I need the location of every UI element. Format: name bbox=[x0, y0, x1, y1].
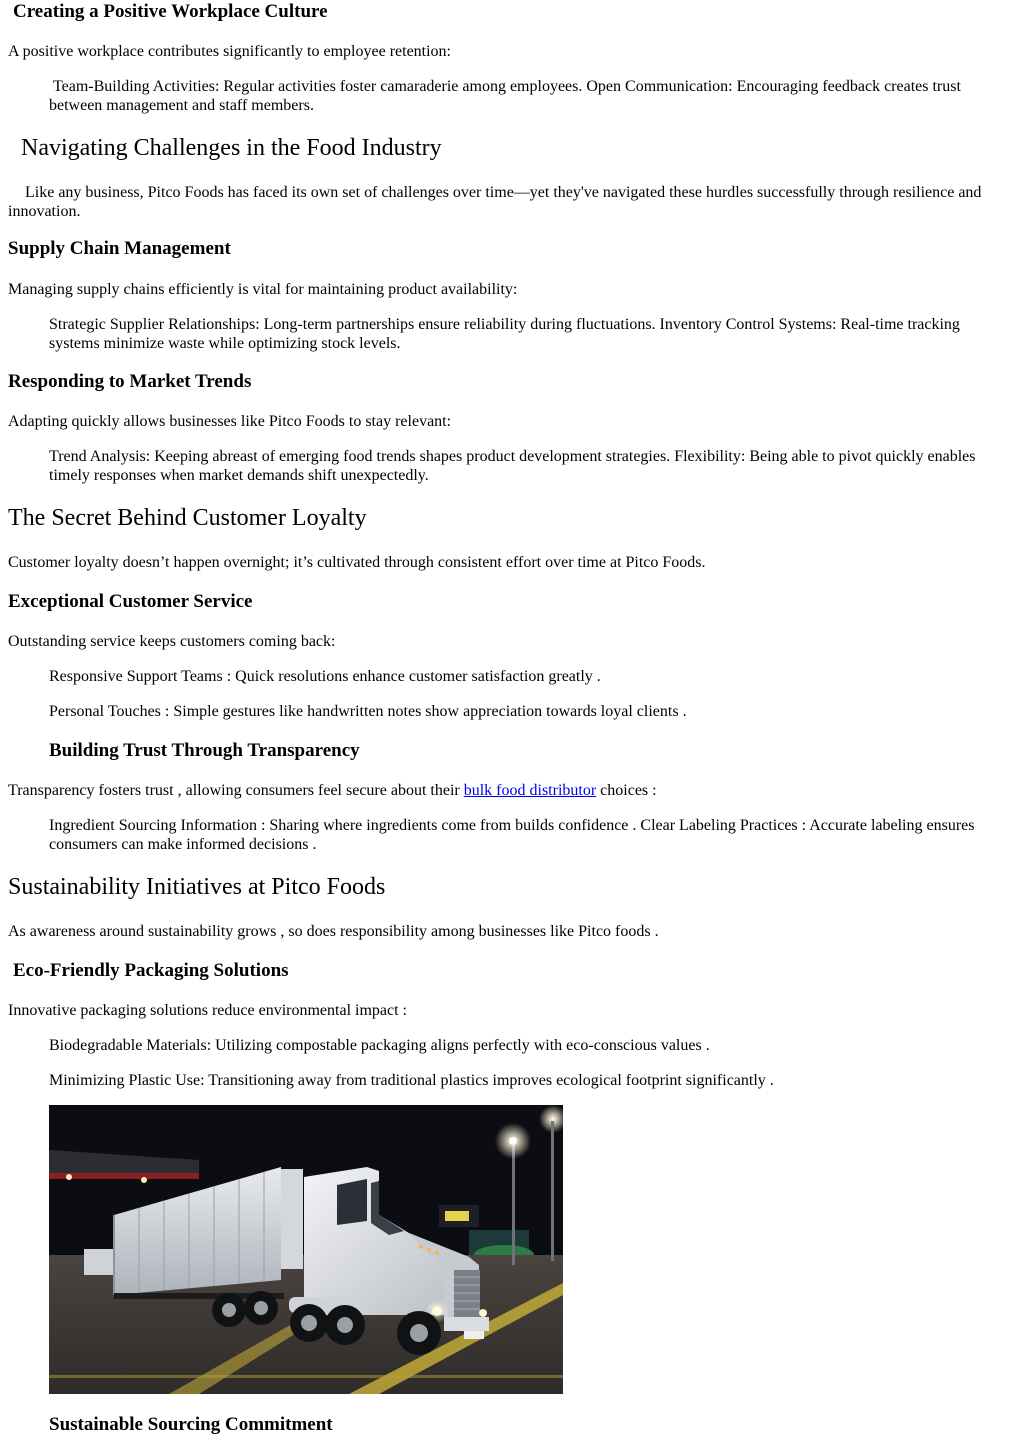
heading-navigating-challenges: Navigating Challenges in the Food Industry bbox=[21, 135, 442, 161]
list-workplace-items: Team-Building Activities: Regular activities foster camaraderie among employees. Open Communication: Encouraging feedback creates trust between management and staff members. bbox=[49, 78, 961, 114]
paragraph-service-intro: Outstanding service keeps customers coming back: bbox=[8, 633, 336, 650]
list-market-trends-items: Trend Analysis: Keeping abreast of emerging food trends shapes product development strategies. Flexibility: Being able to pivot quickly enables timely responses when market demands shift unexpectedly. bbox=[49, 448, 976, 484]
list-trust-items: Ingredient Sourcing Information : Sharing where ingredients come from builds confidence . Clear Labeling Practices : Accurate labeling ensures consumers can make informed decisions . bbox=[49, 817, 975, 853]
trust-intro-after: choices : bbox=[596, 782, 657, 799]
heading-supply-chain: Supply Chain Management bbox=[8, 238, 231, 259]
heading-customer-service: Exceptional Customer Service bbox=[8, 591, 253, 612]
list-item-biodegradable: Biodegradable Materials: Utilizing compostable packaging aligns perfectly with eco-conscious values . bbox=[49, 1037, 710, 1054]
heading-sustainable-sourcing: Sustainable Sourcing Commitment bbox=[49, 1414, 333, 1435]
list-item-personal-touches: Personal Touches : Simple gestures like handwritten notes show appreciation towards loyal clients . bbox=[49, 703, 687, 720]
truck-photo bbox=[49, 1105, 563, 1394]
paragraph-packaging-intro: Innovative packaging solutions reduce environmental impact : bbox=[8, 1002, 407, 1019]
heading-eco-packaging: Eco-Friendly Packaging Solutions bbox=[13, 960, 289, 981]
truck-photo-illustration bbox=[49, 1105, 563, 1394]
paragraph-market-trends-intro: Adapting quickly allows businesses like Pitco Foods to stay relevant: bbox=[8, 413, 452, 430]
paragraph-sustainability-intro: As awareness around sustainability grows , so does responsibility among businesses like Pitco foods . bbox=[8, 923, 659, 940]
paragraph-challenges-intro: Like any business, Pitco Foods has faced its own set of challenges over time—yet they've navigated these hurdles successfully through resilience and innovation. bbox=[8, 184, 982, 220]
trust-intro-before: Transparency fosters trust , allowing consumers feel secure about their bbox=[8, 782, 464, 799]
heading-sustainability: Sustainability Initiatives at Pitco Foods bbox=[8, 874, 386, 900]
heading-workplace-culture: Creating a Positive Workplace Culture bbox=[13, 1, 328, 22]
heading-trust-transparency: Building Trust Through Transparency bbox=[49, 740, 360, 761]
paragraph-supply-chain-intro: Managing supply chains efficiently is vital for maintaining product availability: bbox=[8, 281, 518, 298]
paragraph-loyalty-intro: Customer loyalty doesn’t happen overnight; it’s cultivated through consistent effort over time at Pitco Foods. bbox=[8, 554, 706, 571]
paragraph-trust-intro bbox=[8, 781, 657, 800]
list-item-minimizing-plastic: Minimizing Plastic Use: Transitioning away from traditional plastics improves ecological footprint significantly . bbox=[49, 1072, 774, 1089]
list-supply-chain-items: Strategic Supplier Relationships: Long-term partnerships ensure reliability during fluctuations. Inventory Control Systems: Real-time tracking systems minimize waste while optimizing stock levels. bbox=[49, 316, 960, 352]
paragraph-workplace-intro: A positive workplace contributes significantly to employee retention: bbox=[8, 43, 451, 60]
heading-market-trends: Responding to Market Trends bbox=[8, 371, 252, 392]
list-item-support-teams: Responsive Support Teams : Quick resolutions enhance customer satisfaction greatly . bbox=[49, 668, 601, 685]
heading-customer-loyalty: The Secret Behind Customer Loyalty bbox=[8, 505, 367, 531]
bulk-food-distributor-link[interactable]: bulk food distributor bbox=[463, 782, 597, 799]
